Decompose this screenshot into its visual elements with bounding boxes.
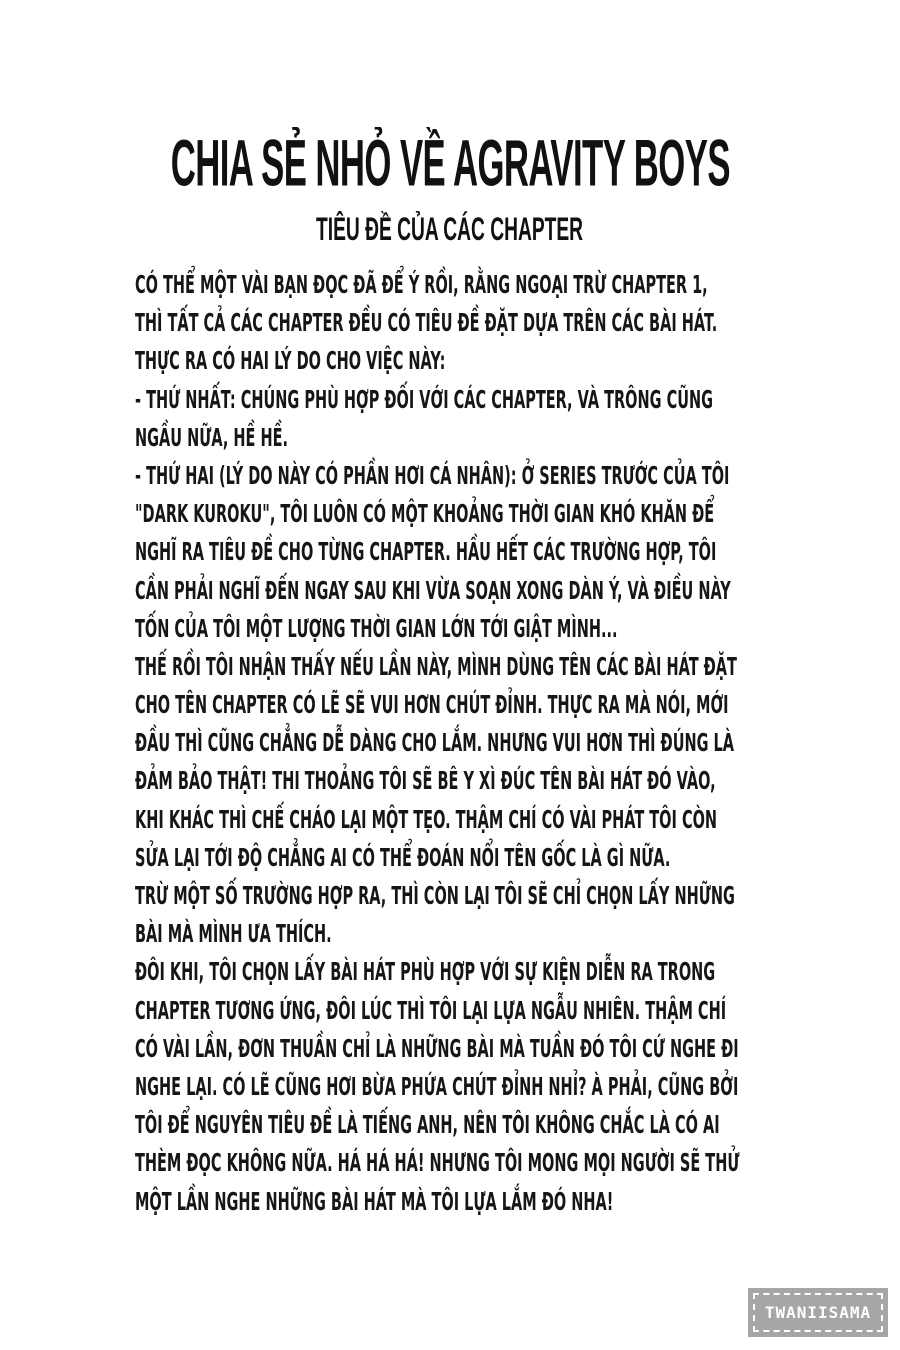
text-line: CẦN PHẢI NGHĨ ĐẾN NGAY SAU KHI VỪA SOẠN XONG DÀN Ý, VÀ ĐIỀU NÀY [135,575,731,605]
text-line: ĐẢM BẢO THẬT! THI THOẢNG TÔI SẼ BÊ Y XÌ ĐÚC TÊN BÀI HÁT ĐÓ VÀO, [135,766,716,796]
title-wrap [0,126,900,201]
page-title: CHIA SẺ NHỎ VỀ AGRAVITY BOYS [170,127,730,201]
text-line: CHAPTER TƯƠNG ỨNG, ĐÔI LÚC THÌ TÔI LẠI LỰA NGẪU NHIÊN. THẬM CHÍ [135,995,727,1025]
text-line: MỘT LẦN NGHE NHỮNG BÀI HÁT MÀ TÔI LỰA LẮM ĐÓ NHA! [135,1186,614,1216]
text-line: BÀI MÀ MÌNH ƯA THÍCH. [135,919,332,949]
page-header [0,126,900,248]
text-line: - THỨ NHẤT: CHÚNG PHÙ HỢP ĐỐI VỚI CÁC CHAPTER, VÀ TRÔNG CŨNG [135,384,714,414]
text-line: THỰC RA CÓ HAI LÝ DO CHO VIỆC NÀY: [135,346,446,376]
page-subtitle: TIÊU ĐỀ CỦA CÁC CHAPTER [316,211,584,247]
text-line: CÓ THỂ MỘT VÀI BẠN ĐỌC ĐÃ ĐỂ Ý RỒI, RẰNG NGOẠI TRỪ CHAPTER 1, [135,270,708,299]
watermark-label: TWANIISAMA [764,1303,872,1322]
text-line: NGẦU NỮA, HỀ HỀ. [135,422,289,452]
text-line: THÈM ĐỌC KHÔNG NỮA. HÁ HÁ HÁ! NHƯNG TÔI MONG MỌI NGƯỜI SẼ THỬ [135,1148,740,1178]
body-text-block [135,266,831,1221]
text-line: "DARK KUROKU", TÔI LUÔN CÓ MỘT KHOẢNG THỜI GIAN KHÓ KHĂN ĐỂ [135,499,715,529]
text-line: NGHĨ RA TIÊU ĐỀ CHO TỪNG CHAPTER. HẦU HẾT CÁC TRƯỜNG HỢP, TÔI [135,537,717,567]
text-line: KHI KHÁC THÌ CHẾ CHÁO LẠI MỘT TẸO. THẬM CHÍ CÓ VÀI PHÁT TÔI CÒN [135,804,718,834]
text-line: TỐN CỦA TÔI MỘT LƯỢNG THỜI GIAN LỚN TỚI GIẬT MÌNH... [135,613,618,643]
text-line: CÓ VÀI LẦN, ĐƠN THUẦN CHỈ LÀ NHỮNG BÀI MÀ TUẦN ĐÓ TÔI CỨ NGHE ĐI [135,1033,739,1063]
subtitle-wrap [0,197,900,248]
text-line: TRỪ MỘT SỐ TRƯỜNG HỢP RA, THÌ CÒN LẠI TÔI SẼ CHỈ CHỌN LẤY NHỮNG [135,881,735,910]
text-line: - THỨ HAI (LÝ DO NÀY CÓ PHẦN HƠI CÁ NHÂN): Ở SERIES TRƯỚC CỦA TÔI [135,460,730,490]
watermark-badge [748,1288,888,1337]
text-line: THÌ TẤT CẢ CÁC CHAPTER ĐỀU CÓ TIÊU ĐỀ ĐẶT DỰA TRÊN CÁC BÀI HÁT. [135,308,718,338]
text-line: CHO TÊN CHAPTER CÓ LẼ SẼ VUI HƠN CHÚT ĐỈNH. THỰC RA MÀ NÓI, MỚI [135,690,729,720]
text-line: ĐẦU THÌ CŨNG CHẲNG DỄ DÀNG CHO LẮM. NHƯNG VUI HƠN THÌ ĐÚNG LÀ [135,728,735,758]
text-line: SỬA LẠI TỚI ĐỘ CHẲNG AI CÓ THỂ ĐOÁN NỔI TÊN GỐC LÀ GÌ NỮA. [135,842,671,872]
text-line: THẾ RỒI TÔI NHẬN THẤY NẾU LẦN NÀY, MÌNH DÙNG TÊN CÁC BÀI HÁT ĐẶT [135,651,737,681]
text-line: NGHE LẠI. CÓ LẼ CŨNG HƠI BỪA PHỨA CHÚT ĐỈNH NHỈ? À PHẢI, CŨNG BỞI [135,1071,739,1101]
text-line: ĐÔI KHI, TÔI CHỌN LẤY BÀI HÁT PHÙ HỢP VỚI SỰ KIỆN DIỄN RA TRONG [135,957,716,987]
text-line: TÔI ĐỂ NGUYÊN TIÊU ĐỀ LÀ TIẾNG ANH, NÊN TÔI KHÔNG CHẮC LÀ CÓ AI [135,1110,720,1140]
watermark-dashed-frame [753,1293,883,1332]
